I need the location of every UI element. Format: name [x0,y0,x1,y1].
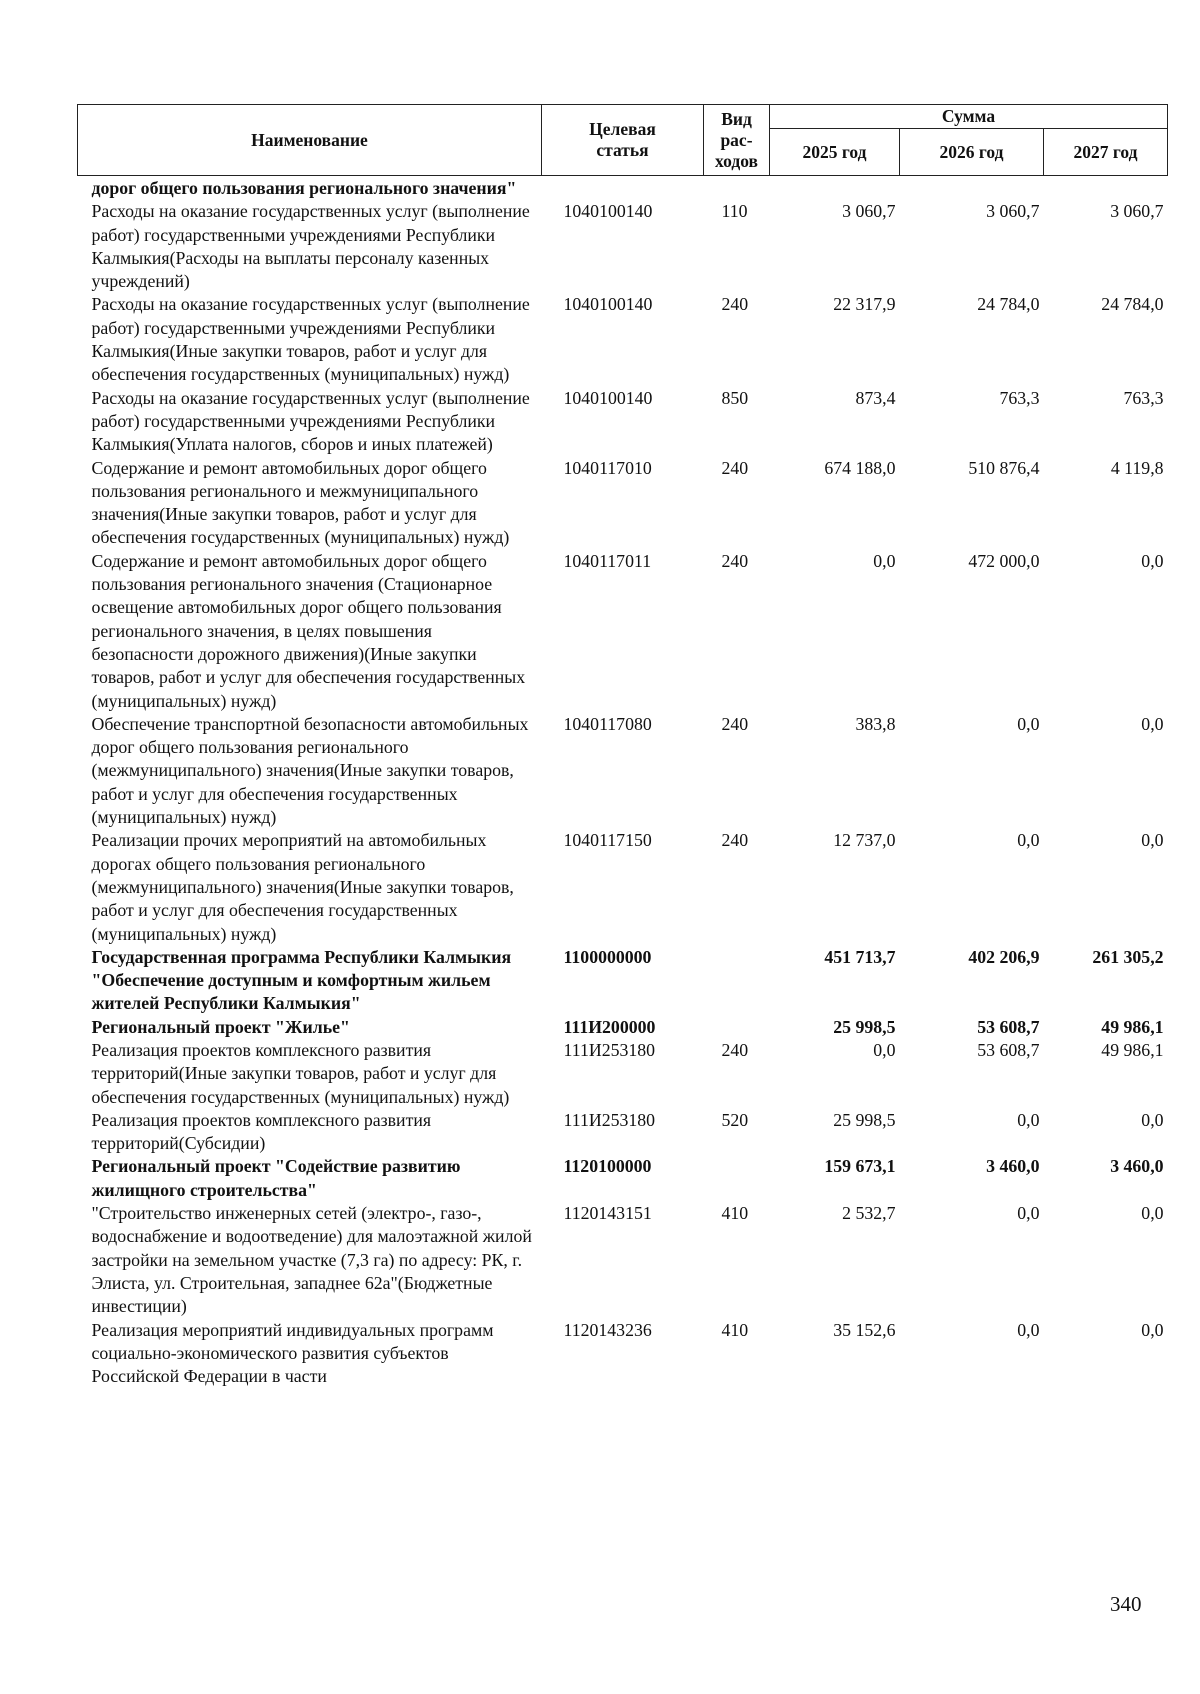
header-code-line2: статья [596,140,649,160]
row-name: Реализация мероприятий индивидуальных программ социально-экономического развития субъектов Российской Федерации в части [91,1319,494,1387]
row-amount-2027: 4 119,8 [1110,457,1164,478]
row-code: 1120143151 [563,1203,652,1224]
table-row [78,1155,1168,1202]
table-body [78,176,1168,1389]
row-code: 111И253180 [563,1039,656,1060]
row-kind: 410 [721,1319,749,1340]
row-kind [704,1155,770,1202]
row-name: Региональный проект "Жилье" [91,1016,350,1037]
header-year-2027 [1044,129,1168,176]
row-amount-2026: 510 876,4 [968,457,1040,478]
row-name: "Строительство инженерных сетей (электро-, газо-, водоснабжение и водоотведение) для малоэтажной жилой застройки на земельном участке (7,3 га) по адресу: РК, г. Элиста, ул. Строительная, западнее 62а"(Бюджетные инвестиции) [91,1203,532,1317]
row-code [542,176,704,201]
header-kind-line2: рас- [720,129,753,150]
header-year-2026-label: 2026 год [939,141,1004,162]
row-amount-2026: 0,0 [1017,1109,1040,1130]
row-amount-2026: 24 784,0 [977,294,1040,315]
table-row [78,1039,1168,1109]
row-amount-2025: 22 317,9 [833,294,896,315]
row-amount-2026: 0,0 [1017,1203,1040,1224]
row-amount-2025: 0,0 [873,1039,896,1060]
header-sum-label: Сумма [941,106,996,126]
row-amount-2025: 25 998,5 [833,1016,896,1037]
row-amount-2027: 763,3 [1123,387,1164,408]
row-kind: 240 [721,550,749,571]
row-name: Реализации прочих мероприятий на автомобильных дорогах общего пользования регионального (межмуниципального) значения(Иные закупки товаров, работ и услуг для обеспечения государственных (муниципальных) нужд) [91,830,514,944]
row-code: 1120100000 [563,1156,652,1177]
table-header [78,105,1168,176]
row-code: 111И200000 [563,1016,656,1037]
row-kind [704,1016,770,1039]
row-name: Обеспечение транспортной безопасности автомобильных дорог общего пользования регионального (межмуниципального) значения(Иные закупки товаров, работ и услуг для обеспечения государственных (муниципальных) нужд) [91,713,529,828]
header-kind [704,105,770,176]
table-row [78,1109,1168,1156]
row-code: 1040117011 [563,550,652,571]
row-amount-2027: 24 784,0 [1101,294,1164,315]
row-amount-2027: 0,0 [1141,1319,1164,1340]
table-row [78,550,1168,713]
row-amount-2025: 12 737,0 [833,830,896,851]
row-name: Реализация проектов комплексного развития территорий(Иные закупки товаров, работ и услуг для обеспечения государственных (муниципальных) нужд) [91,1039,510,1107]
header-code [542,105,704,176]
table-row [78,713,1168,829]
row-code: 1040117080 [563,713,652,734]
row-amount-2026: 402 206,9 [968,946,1040,967]
row-amount-2027: 0,0 [1141,1109,1164,1130]
row-code: 1040100140 [563,294,653,315]
row-amount-2025: 873,4 [855,387,896,408]
row-amount-2027: 49 986,1 [1101,1016,1164,1037]
row-amount-2026: 472 000,0 [968,550,1040,571]
table-row [78,293,1168,386]
row-amount-2027: 0,0 [1141,830,1164,851]
table-row [78,176,1168,201]
header-year-2025-label: 2025 год [802,141,867,162]
row-name: Расходы на оказание государственных услуг (выполнение работ) государственными учреждениями Республики Калмыкия(Уплата налогов, сборов и иных платежей) [91,387,530,455]
row-amount-2025: 383,8 [855,713,896,734]
row-amount-2027: 0,0 [1141,713,1164,734]
header-year-2027-label: 2027 год [1073,141,1138,162]
row-amount-2027: 3 060,7 [1110,201,1164,222]
header-year-2026 [900,129,1044,176]
row-name: Содержание и ремонт автомобильных дорог общего пользования регионального и межмуниципального значения(Иные закупки товаров, работ и услуг для обеспечения государственных (муниципальных) нужд) [91,457,510,548]
row-amount-2027: 3 460,0 [1110,1156,1164,1177]
header-year-2025 [770,129,900,176]
header-name-label: Наименование [251,129,368,150]
row-code: 1040100140 [563,201,653,222]
row-amount-2025: 2 532,7 [842,1203,896,1224]
header-kind-line1: Вид [721,108,752,129]
row-amount-2027: 0,0 [1141,1203,1164,1224]
row-kind: 850 [721,387,749,408]
header-name [78,105,542,176]
table-row [78,829,1168,945]
row-code: 1040117010 [563,457,652,478]
row-amount-2026 [900,176,1044,201]
row-amount-2026: 0,0 [1017,713,1040,734]
row-code: 1040117150 [563,830,652,851]
table-row [78,1016,1168,1039]
row-amount-2026: 0,0 [1017,830,1040,851]
row-kind: 240 [721,294,749,315]
row-amount-2027: 49 986,1 [1101,1039,1164,1060]
row-amount-2025: 159 673,1 [824,1156,896,1177]
row-name: Региональный проект "Содействие развитию жилищного строительства" [91,1156,461,1200]
row-amount-2025: 35 152,6 [833,1319,896,1340]
row-kind: 240 [721,830,749,851]
row-name: Расходы на оказание государственных услуг (выполнение работ) государственными учреждениями Республики Калмыкия(Иные закупки товаров, работ и услуг для обеспечения государственных (муниципальных) нужд) [91,294,530,385]
row-amount-2027: 261 305,2 [1092,946,1164,967]
budget-table [77,104,1168,1388]
table-row [78,1202,1168,1318]
row-amount-2026: 53 608,7 [977,1016,1040,1037]
header-kind-line3: ходов [715,150,758,171]
row-name: Реализация проектов комплексного развития территорий(Субсидии) [91,1109,432,1154]
table-row [78,1319,1168,1389]
row-kind: 240 [721,457,749,478]
row-amount-2026: 3 060,7 [986,201,1040,222]
row-amount-2026: 0,0 [1017,1319,1040,1340]
row-kind: 520 [721,1109,749,1130]
header-code-line1: Целевая [589,119,656,139]
row-amount-2027: 0,0 [1141,550,1164,571]
row-name: дорог общего пользования регионального значения" [91,178,517,198]
row-kind: 240 [721,713,749,734]
row-amount-2025: 451 713,7 [824,946,896,967]
page-number: 340 [1110,1592,1142,1616]
row-amount-2026: 3 460,0 [986,1156,1040,1177]
row-name: Содержание и ремонт автомобильных дорог общего пользования регионального значения (Стационарное освещение автомобильных дорог общего пользования регионального значения, в целях повышения безопасности дорожного движения)(Иные закупки товаров, работ и услуг для обеспечения государственных (муниципальных) нужд) [91,550,526,711]
row-kind: 110 [721,201,748,222]
row-amount-2025 [770,176,900,201]
row-amount-2025: 25 998,5 [833,1109,896,1130]
row-kind [704,946,770,1016]
row-code: 111И253180 [563,1109,656,1130]
row-code: 1040100140 [563,387,653,408]
table-row [78,200,1168,293]
row-kind: 410 [721,1203,749,1224]
row-amount-2025: 0,0 [873,550,896,571]
table-row [78,946,1168,1016]
row-amount-2027 [1044,176,1168,201]
header-sum [770,105,1168,129]
row-amount-2025: 3 060,7 [842,201,896,222]
row-kind: 240 [721,1039,749,1060]
row-amount-2026: 53 608,7 [977,1039,1040,1060]
table-row [78,457,1168,550]
row-amount-2025: 674 188,0 [824,457,896,478]
row-code: 1120143236 [563,1319,652,1340]
row-kind [704,176,770,201]
table-row [78,387,1168,457]
row-code: 1100000000 [563,946,652,967]
row-name: Государственная программа Республики Калмыкия "Обеспечение доступным и комфортным жильем жителей Республики Калмыкия" [91,946,512,1014]
row-amount-2026: 763,3 [999,387,1040,408]
row-name: Расходы на оказание государственных услуг (выполнение работ) государственными учреждениями Республики Калмыкия(Расходы на выплаты персоналу казенных учреждений) [91,201,530,292]
